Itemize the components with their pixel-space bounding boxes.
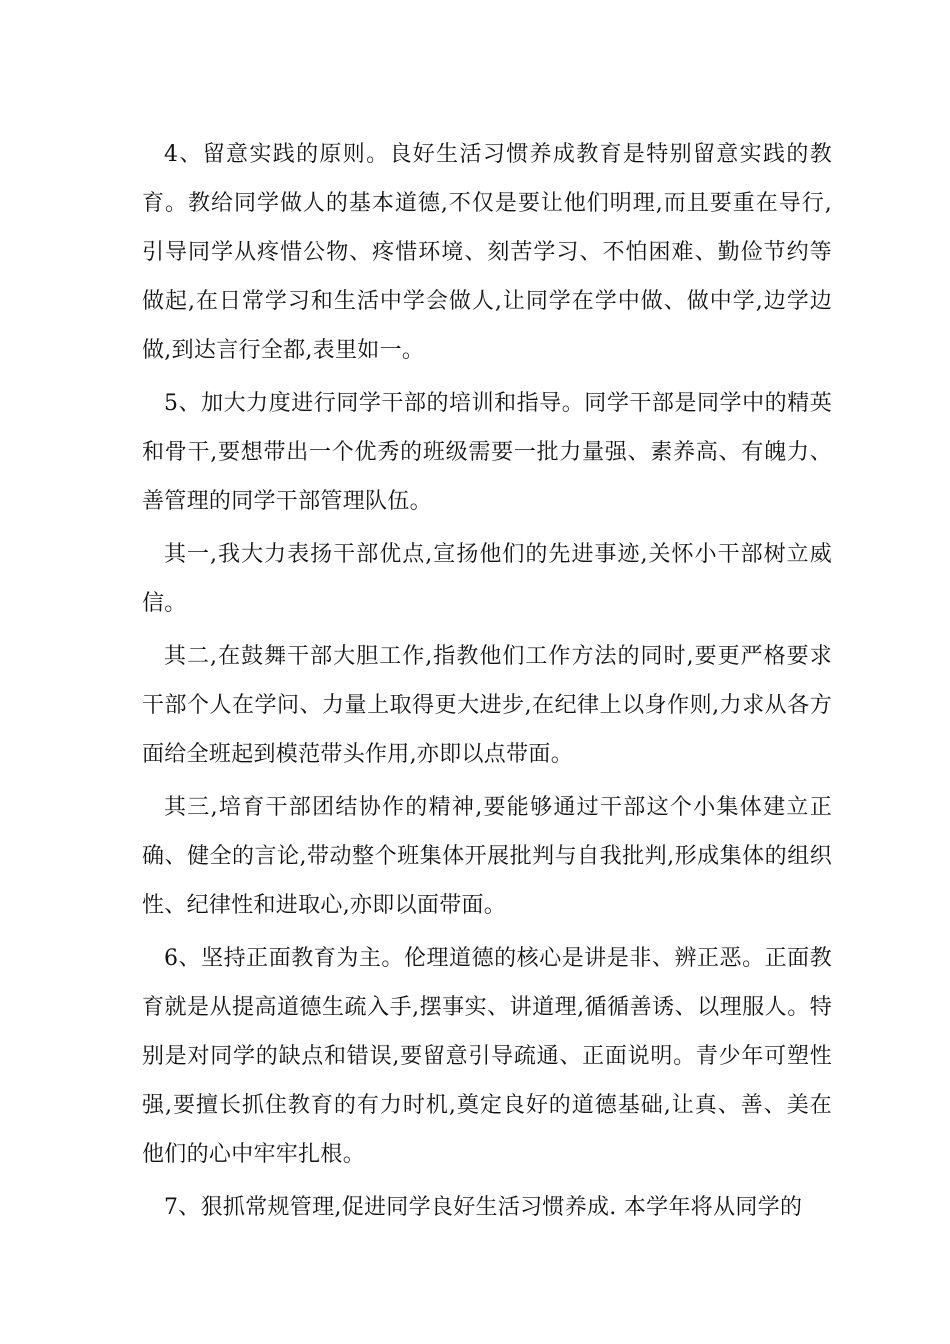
paragraph-routine-management: 7、狠抓常规管理,促进同学良好生活习惯养成. 本学年将从同学的 [164,1195,803,1220]
document-body [142,130,832,1236]
paragraph-second-point: 其二,在鼓舞干部大胆工作,指教他们工作方法的同时,要更严格要求干部个人在学问、力量上取得更大进步,在纪律上以身作则,力求从各方面给全班起到模范带头作用,亦即以点带面。 [142,644,832,767]
paragraph-cadre-training: 5、加大力度进行同学干部的培训和指导。同学干部是同学中的精英和骨干,要想带出一个优秀的班级需要一批力量强、素养高、有魄力、善管理的同学干部管理队伍。 [142,391,832,514]
paragraph-third-point: 其三,培育干部团结协作的精神,要能够通过干部这个小集体建立正确、健全的言论,带动整个班集体开展批判与自我批判,形成集体的组织性、纪律性和进取心,亦即以面带面。 [142,795,832,918]
paragraph-first-point: 其一,我大力表扬干部优点,宣扬他们的先进事迹,关怀小干部树立威信。 [142,542,832,616]
paragraph-positive-education: 6、坚持正面教育为主。伦理道德的核心是讲是非、辨正恶。正面教育就是从提高道德生疏入手,摆事实、讲道理,循循善诱、以理服人。特别是对同学的缺点和错误,要留意引导疏通、正面说明。青少年可塑性强,要擅长抓住教育的有力时机,奠定良好的道德基础,让真、善、美在他们的心中牢牢扎根。 [142,946,832,1167]
paragraph-practice-principle: 4、留意实践的原则。良好生活习惯养成教育是特别留意实践的教育。教给同学做人的基本道德,不仅是要让他们明理,而且要重在导行,引导同学从疼惜公物、疼惜环境、刻苦学习、不怕困难、勤俭节约等做起,在日常学习和生活中学会做人,让同学在学中做、做中学,边学边做,到达言行全都,表里如一。 [142,142,832,363]
